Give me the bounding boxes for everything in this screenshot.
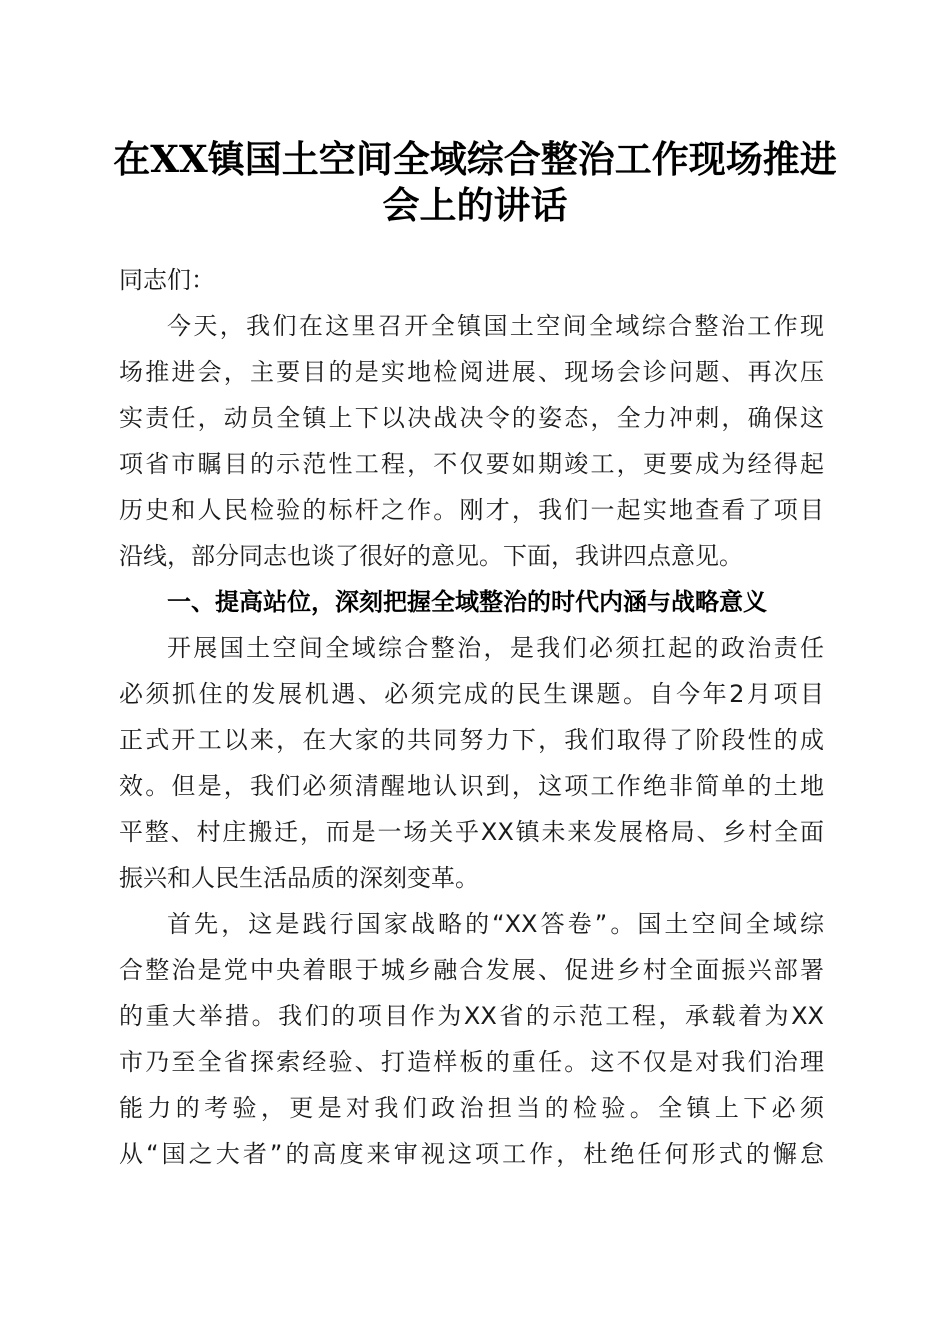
paragraph-line: 实责任，动员全镇上下以决战决令的姿态，全力冲刺，确保这 xyxy=(119,404,824,432)
section-heading: 一、提高站位，深刻把握全域整治的时代内涵与战略意义 xyxy=(167,588,767,616)
paragraph-line: 效。但是，我们必须清醒地认识到，这项工作绝非简单的土地 xyxy=(119,772,824,800)
paragraph-line: 的重大举措。我们的项目作为XX省的示范工程，承载着为XX xyxy=(119,1002,824,1030)
salutation: 同志们： xyxy=(119,266,215,294)
paragraph-line: 沿线，部分同志也谈了很好的意见。下面，我讲四点意见。 xyxy=(119,542,743,570)
paragraph-section-1 xyxy=(119,625,824,901)
paragraph-line: 今天，我们在这里召开全镇国土空间全域综合整治工作现 xyxy=(167,312,824,340)
paragraph-line: 历史和人民检验的标杆之作。刚才，我们一起实地查看了项目 xyxy=(119,496,824,524)
title-line-1: 在XX镇国土空间全域综合整治工作现场推进 xyxy=(113,137,837,181)
paragraph-first-point xyxy=(119,901,824,1177)
paragraph-line: 首先，这是践行国家战略的“XX答卷”。国土空间全域综 xyxy=(167,910,824,938)
document-body xyxy=(119,257,824,1177)
paragraph-line: 市乃至全省探索经验、打造样板的重任。这不仅是对我们治理 xyxy=(119,1048,824,1076)
paragraph-line: 合整治是党中央着眼于城乡融合发展、促进乡村全面振兴部署 xyxy=(119,956,824,984)
paragraph-line: 从“国之大者”的高度来审视这项工作，杜绝任何形式的懈怠 xyxy=(119,1140,824,1168)
paragraph-line: 场推进会，主要目的是实地检阅进展、现场会诊问题、再次压 xyxy=(119,358,824,386)
document-title xyxy=(110,136,840,228)
title-line-2: 会上的讲话 xyxy=(382,183,568,227)
paragraph-line: 项省市瞩目的示范性工程，不仅要如期竣工，更要成为经得起 xyxy=(119,450,824,478)
paragraph-opening xyxy=(119,303,824,579)
paragraph-line: 能力的考验，更是对我们政治担当的检验。全镇上下必须 xyxy=(119,1094,824,1122)
paragraph-line: 必须抓住的发展机遇、必须完成的民生课题。自今年2月项目 xyxy=(119,680,824,708)
paragraph-line: 开展国土空间全域综合整治，是我们必须扛起的政治责任 xyxy=(167,634,824,662)
paragraph-line: 振兴和人民生活品质的深刻变革。 xyxy=(119,864,479,892)
section-heading-1 xyxy=(119,579,824,625)
paragraph-line: 平整、村庄搬迁，而是一场关乎XX镇未来发展格局、乡村全面 xyxy=(119,818,824,846)
paragraph-line: 正式开工以来，在大家的共同努力下，我们取得了阶段性的成 xyxy=(119,726,824,754)
